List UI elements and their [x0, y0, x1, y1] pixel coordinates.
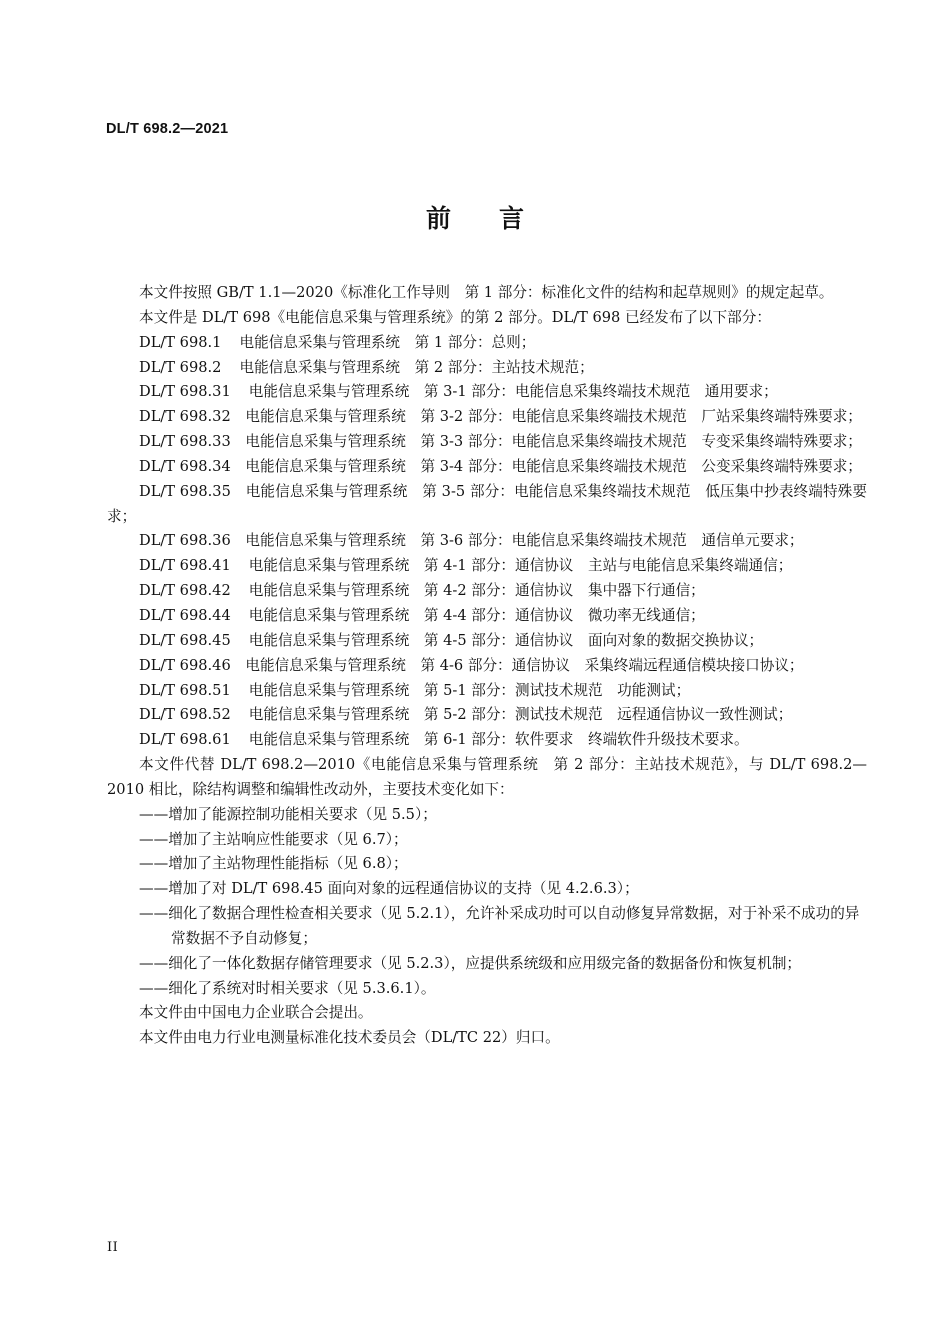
change-item: ——增加了主站物理性能指标（见 6.8）； — [139, 855, 408, 873]
part-list-item: DL/T 698.34 电能信息采集与管理系统 第 3-4 部分：电能信息采集终端技术规范 公变采集终端特殊要求； — [139, 457, 862, 475]
closing-paragraph: 本文件由电力行业电测量标准化技术委员会（DL/TC 22）归口。 — [139, 1029, 560, 1047]
page-number: II — [107, 1240, 119, 1255]
part-list-item: DL/T 698.46 电能信息采集与管理系统 第 4-6 部分：通信协议 采集终端远程通信模块接口协议； — [139, 656, 804, 674]
part-list-item: DL/T 698.51 电能信息采集与管理系统 第 5-1 部分：测试技术规范 功能测试； — [139, 681, 691, 699]
part-list-item: DL/T 698.36 电能信息采集与管理系统 第 3-6 部分：电能信息采集终端技术规范 通信单元要求； — [139, 532, 804, 550]
change-item: ——增加了主站响应性能要求（见 6.7）； — [139, 830, 408, 848]
intro-paragraph: 本文件是 DL/T 698《电能信息采集与管理系统》的第 2 部分。DL/T 698 已经发布了以下部分： — [139, 308, 771, 326]
change-item: ——增加了对 DL/T 698.45 面向对象的远程通信协议的支持（见 4.2.6.3）； — [139, 880, 639, 898]
change-item: ——细化了一体化数据存储管理要求（见 5.2.3），应提供系统级和应用级完备的数据备份和恢复机制； — [139, 954, 802, 972]
page-title: 前言 — [425, 204, 572, 233]
part-list-item: DL/T 698.35 电能信息采集与管理系统 第 3-5 部分：电能信息采集终端技术规范 低压集中抄表终端特殊要求； — [107, 482, 867, 525]
document-header-id: DL/T 698.2—2021 — [106, 121, 229, 137]
part-list-item: DL/T 698.31 电能信息采集与管理系统 第 3-1 部分：电能信息采集终端技术规范 通用要求； — [139, 383, 778, 401]
part-list-item: DL/T 698.41 电能信息采集与管理系统 第 4-1 部分：通信协议 主站与电能信息采集终端通信； — [139, 557, 793, 575]
part-list-item: DL/T 698.32 电能信息采集与管理系统 第 3-2 部分：电能信息采集终端技术规范 厂站采集终端特殊要求； — [139, 408, 862, 426]
part-list-item: DL/T 698.2 电能信息采集与管理系统 第 2 部分：主站技术规范； — [139, 358, 594, 376]
part-list-item: DL/T 698.33 电能信息采集与管理系统 第 3-3 部分：电能信息采集终端技术规范 专变采集终端特殊要求； — [139, 433, 862, 451]
part-list-item: DL/T 698.44 电能信息采集与管理系统 第 4-4 部分：通信协议 微功率无线通信； — [139, 606, 705, 624]
change-item: ——细化了数据合理性检查相关要求（见 5.2.1），允许补采成功时可以自动修复异常数据，对于补采不成功的异常数据不予自动修复； — [139, 905, 860, 947]
replace-statement: 本文件代替 DL/T 698.2—2010《电能信息采集与管理系统 第 2 部分：主站技术规范》，与 DL/T 698.2—2010 相比，除结构调整和编辑性改动外，主要技术变化如下： — [107, 756, 867, 798]
part-list-item: DL/T 698.45 电能信息采集与管理系统 第 4-5 部分：通信协议 面向对象的数据交换协议； — [139, 631, 764, 649]
foreword-body — [107, 281, 867, 1051]
change-item: ——细化了系统对时相关要求（见 5.3.6.1）。 — [139, 979, 436, 997]
closing-paragraph: 本文件由中国电力企业联合会提出。 — [139, 1004, 373, 1022]
part-list-item: DL/T 698.52 电能信息采集与管理系统 第 5-2 部分：测试技术规范 远程通信协议一致性测试； — [139, 706, 793, 724]
part-list-item: DL/T 698.1 电能信息采集与管理系统 第 1 部分：总则； — [139, 333, 536, 351]
part-list-item: DL/T 698.61 电能信息采集与管理系统 第 6-1 部分：软件要求 终端软件升级技术要求。 — [139, 731, 749, 749]
part-list-item: DL/T 698.42 电能信息采集与管理系统 第 4-2 部分：通信协议 集中器下行通信； — [139, 582, 705, 600]
intro-paragraph: 本文件按照 GB/T 1.1—2020《标准化工作导则 第 1 部分：标准化文件的结构和起草规则》的规定起草。 — [139, 284, 834, 301]
change-item: ——增加了能源控制功能相关要求（见 5.5）； — [139, 805, 437, 823]
